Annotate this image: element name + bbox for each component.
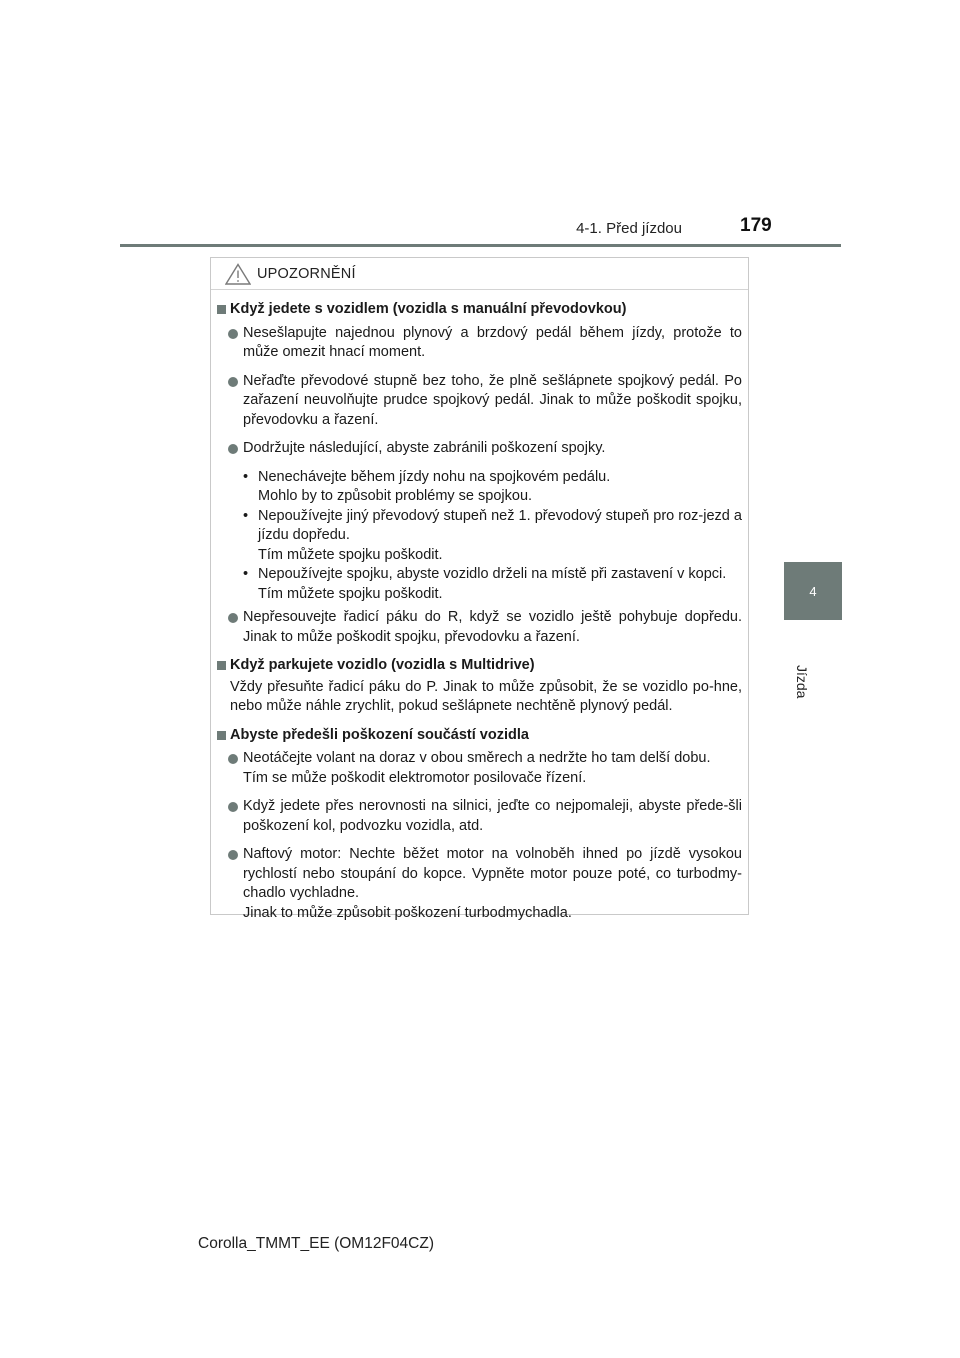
bullet-text: Nepřesouvejte řadicí páku do R, když se vozidlo ještě pohybuje dopředu. Jinak to může poškodit spojku, převodovku a řazení. [243,609,742,645]
caution-title: UPOZORNĚNÍ [257,265,356,282]
sub-item-text: Nenechávejte během jízdy nohu na spojkovém pedálu. Mohlo by to způsobit problémy se spojkou. [258,468,611,504]
round-bullet-icon [228,754,238,764]
round-bullet-icon [228,802,238,812]
sub-item [243,507,742,566]
footer-document-id: Corolla_TMMT_EE (OM12F04CZ) [198,1235,434,1252]
section-heading-text: Abyste předešli poškození součástí vozidla [230,726,529,743]
chapter-tab: 4 [784,562,842,620]
bullet-item [217,797,742,836]
bullet-text: Naftový motor: Nechte běžet motor na volnoběh ihned po jízdě vysokou rychlostí nebo stoupání do kopce. Vypněte motor pouze poté, co turbodmy-chadlo vychladne. Jinak to může způsobit poškození turbodmychadla. [243,846,742,921]
bullet-item [217,608,742,647]
section-heading [217,726,742,746]
chapter-label: Jízda [794,665,810,699]
header-section-title: 4-1. Před jízdou [576,220,682,237]
bullet-text: Nesešlapujte najednou plynový a brzdový pedál během jízdy, protože to může omezit hnací moment. [243,324,742,360]
sub-bullet-mark: • [243,468,249,485]
sub-item-text: Nepoužívejte spojku, abyste vozidlo drželi na místě při zastavení v kopci. Tím můžete spojku poškodit. [258,566,727,602]
bullet-text: Dodržujte následující, abyste zabránili poškození spojky. [243,440,606,456]
square-bullet-icon [217,731,226,740]
round-bullet-icon [228,329,238,339]
section-heading-text: Když jedete s vozidlem (vozidla s manuální převodovkou) [230,301,627,317]
section-heading-text: Když parkujete vozidlo (vozidla s Multidrive) [230,657,535,673]
bullet-item [217,324,742,363]
sub-item [243,468,742,507]
section-heading [217,656,742,676]
warning-triangle-icon [225,263,251,285]
section-text: Vždy přesuňte řadicí páku do P. Jinak to může způsobit, že se vozidlo po-hne, nebo může náhle zrychlit, pokud sešlápnete nechtěně plynový pedál. [230,678,742,714]
bullet-item [217,845,742,923]
square-bullet-icon [217,305,226,314]
round-bullet-icon [228,377,238,387]
sub-item [243,565,742,604]
header-rule [120,244,841,247]
bullet-text: Když jedete přes nerovnosti na silnici, jeďte co nejpomaleji, abyste přede-šli poškození kol, podvozku vozidla, atd. [243,798,742,834]
square-bullet-icon [217,661,226,670]
sub-bullet-mark: • [243,507,249,524]
section-heading [217,300,742,320]
bullet-text: Neotáčejte volant na doraz v obou směrech a nedržte ho tam delší dobu. Tím se může poškodit elektromotor posilovače řízení. [243,750,711,786]
round-bullet-icon [228,613,238,623]
bullet-text: Neřaďte převodové stupně bez toho, že plně sešlápnete spojkový pedál. Po zařazení neuvolňujte prudce spojkový pedál. Jinak to může poškodit spojku, převodovku a řazení. [243,372,742,428]
page-number: 179 [740,215,772,236]
sub-item-text: Nepoužívejte jiný převodový stupeň než 1. převodový stupeň pro roz-jezd a jízdu dopředu. Tím můžete spojku poškodit. [258,507,742,563]
bullet-item [217,439,742,459]
bullet-item [217,749,742,788]
round-bullet-icon [228,850,238,860]
caution-header [211,258,748,290]
bullet-item [217,372,742,431]
caution-body [211,290,748,923]
round-bullet-icon [228,444,238,454]
sub-bullet-mark: • [243,566,249,582]
caution-box [210,257,749,921]
sub-list [217,468,742,605]
